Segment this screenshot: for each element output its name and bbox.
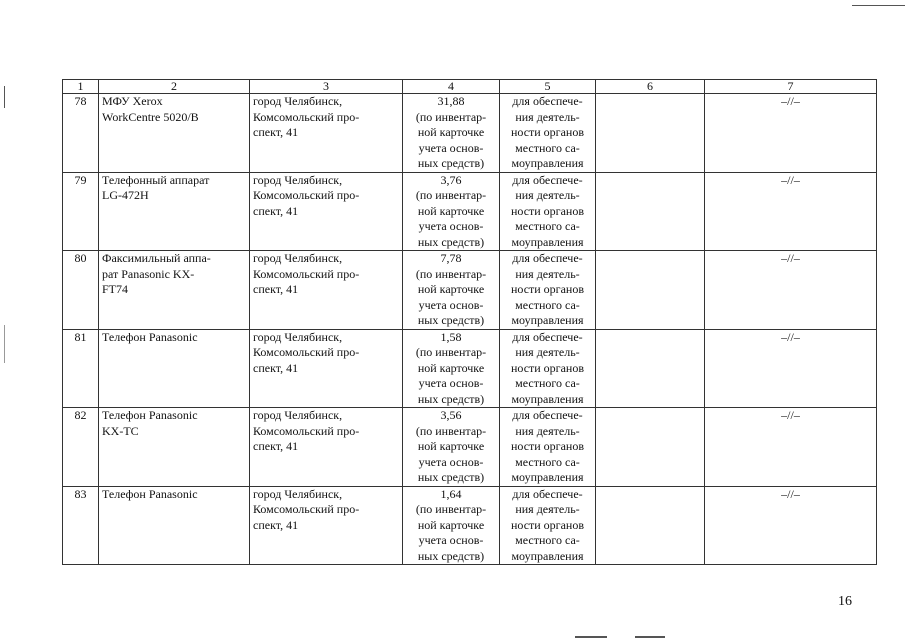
item-value-line: (по инвентар- (415, 266, 487, 281)
table-row (63, 251, 877, 330)
table-row (63, 486, 877, 565)
item-purpose (500, 251, 596, 330)
item-purpose-line: моуправления (511, 234, 584, 249)
item-purpose-line: моуправления (511, 548, 584, 563)
item-value-line: ной карточке (417, 360, 485, 375)
item-value-line: ных средств) (417, 548, 485, 563)
item-value-line: (по инвентар- (415, 502, 487, 516)
table-row (63, 329, 877, 408)
item-name-line: Телефон Panasonic (102, 486, 198, 501)
item-name (99, 408, 250, 487)
item-value-line: 1,64 (440, 486, 462, 501)
row-number: 83 (63, 486, 99, 565)
item-name-line: Телефон Panasonic (102, 329, 198, 344)
item-column-6 (596, 94, 705, 173)
item-note: –//– (705, 408, 877, 487)
item-note: –//– (705, 172, 877, 251)
item-address-line: Комсомольский про- (253, 423, 360, 438)
item-purpose-line: местного са- (515, 297, 580, 312)
table-row (63, 408, 877, 487)
item-address-line: Комсомольский про- (253, 266, 360, 281)
item-note: –//– (705, 94, 877, 173)
item-address-line: Комсомольский про- (253, 109, 360, 124)
item-note: –//– (705, 251, 877, 330)
scan-artifact-left-edge (4, 86, 5, 108)
header-row (63, 80, 877, 94)
item-name (99, 329, 250, 408)
item-column-6 (596, 408, 705, 487)
item-purpose-line: для обеспече- (512, 251, 583, 265)
table-row (63, 94, 877, 173)
item-name-line: FT74 (102, 282, 129, 296)
item-address (250, 172, 403, 251)
item-value-line: учета основ- (418, 297, 484, 312)
item-purpose-line: ния деятель- (515, 266, 580, 281)
item-address-line: город Челябинск, (253, 172, 343, 187)
item-purpose-line: ности органов (510, 439, 585, 453)
item-value (403, 486, 500, 565)
item-purpose-line: ности органов (510, 360, 585, 375)
row-number: 78 (63, 94, 99, 173)
item-value-line: ных средств) (417, 156, 485, 170)
item-address-line: город Челябинск, (253, 329, 343, 344)
item-value-line: 7,78 (440, 251, 462, 265)
item-name-line: МФУ Xerox (102, 94, 163, 108)
item-purpose-line: ния деятель- (515, 502, 580, 516)
inventory-table (62, 79, 877, 565)
item-note: –//– (705, 486, 877, 565)
item-value-line: 31,88 (437, 94, 465, 108)
item-address-line: спект, 41 (253, 203, 299, 218)
scan-artifact-left-edge-lower (4, 325, 5, 363)
item-name-line: рат Panasonic KX- (102, 266, 195, 281)
item-address (250, 408, 403, 487)
item-purpose (500, 486, 596, 565)
item-value-line: ной карточке (417, 125, 485, 139)
scan-artifact-bottom-2 (635, 636, 665, 638)
row-number: 80 (63, 251, 99, 330)
item-value (403, 172, 500, 251)
item-address-line: город Челябинск, (253, 486, 343, 501)
item-name (99, 251, 250, 330)
item-value-line: 3,56 (440, 408, 462, 422)
item-address-line: Комсомольский про- (253, 188, 360, 202)
item-purpose-line: местного са- (515, 376, 580, 390)
item-purpose-line: ности органов (510, 125, 585, 139)
item-purpose-line: ности органов (510, 517, 585, 532)
item-value-line: учета основ- (418, 219, 484, 233)
item-value-line: ной карточке (417, 203, 485, 218)
header-cell-5: 5 (500, 80, 596, 94)
item-purpose (500, 94, 596, 173)
header-cell-2: 2 (99, 80, 250, 94)
item-purpose-line: местного са- (515, 140, 580, 155)
item-address (250, 486, 403, 565)
item-address-line: Комсомольский про- (253, 345, 360, 359)
item-address-line: спект, 41 (253, 360, 299, 375)
item-purpose (500, 329, 596, 408)
item-value (403, 408, 500, 487)
item-column-6 (596, 172, 705, 251)
item-value-line: 3,76 (440, 172, 462, 187)
item-value (403, 251, 500, 330)
item-value-line: (по инвентар- (415, 188, 487, 202)
item-address-line: спект, 41 (253, 282, 299, 296)
item-value-line: (по инвентар- (415, 423, 487, 438)
item-purpose-line: для обеспече- (512, 408, 583, 422)
item-column-6 (596, 329, 705, 408)
item-name (99, 486, 250, 565)
header-cell-7: 7 (705, 80, 877, 94)
item-name-line: Факсимильный аппа- (102, 251, 211, 265)
item-purpose-line: моуправления (511, 470, 584, 484)
row-number: 82 (63, 408, 99, 487)
item-purpose-line: для обеспече- (512, 172, 583, 187)
item-purpose-line: ния деятель- (515, 188, 580, 202)
item-value-line: (по инвентар- (415, 109, 487, 124)
item-column-6 (596, 251, 705, 330)
item-column-6 (596, 486, 705, 565)
table-body (63, 94, 877, 565)
item-purpose-line: ния деятель- (515, 423, 580, 438)
item-name-line: WorkCentre 5020/B (102, 109, 199, 124)
item-purpose-line: местного са- (515, 219, 580, 233)
item-address-line: город Челябинск, (253, 408, 343, 422)
item-name-line: Телефонный аппарат (102, 172, 210, 187)
item-name-line: KX-TC (102, 423, 139, 438)
item-purpose-line: ности органов (510, 203, 585, 218)
item-name (99, 94, 250, 173)
item-value-line: 1,58 (440, 329, 462, 344)
item-value-line: учета основ- (418, 454, 484, 469)
item-purpose (500, 408, 596, 487)
item-purpose-line: для обеспече- (512, 329, 583, 344)
row-number: 81 (63, 329, 99, 408)
page-number: 16 (838, 594, 852, 609)
item-address (250, 329, 403, 408)
item-address-line: город Челябинск, (253, 251, 343, 265)
item-value-line: ной карточке (417, 517, 485, 532)
item-purpose-line: для обеспече- (512, 486, 583, 501)
header-cell-4: 4 (403, 80, 500, 94)
row-number: 79 (63, 172, 99, 251)
item-purpose-line: местного са- (515, 454, 580, 469)
table-row (63, 172, 877, 251)
header-cell-1: 1 (63, 80, 99, 94)
scan-artifact-top-right (852, 5, 905, 6)
item-purpose (500, 172, 596, 251)
item-purpose-line: ния деятель- (515, 109, 580, 124)
item-address (250, 94, 403, 173)
item-value-line: учета основ- (418, 533, 484, 547)
item-value-line: ной карточке (417, 439, 485, 453)
item-value-line: ных средств) (417, 313, 485, 327)
item-name-line: Телефон Panasonic (102, 408, 198, 422)
item-purpose-line: местного са- (515, 533, 580, 547)
item-value-line: (по инвентар- (415, 345, 487, 359)
header-cell-3: 3 (250, 80, 403, 94)
item-address-line: спект, 41 (253, 439, 299, 453)
item-value-line: ных средств) (417, 391, 485, 406)
item-note: –//– (705, 329, 877, 408)
table-header (63, 80, 877, 94)
item-purpose-line: для обеспече- (512, 94, 583, 108)
item-value-line: ной карточке (417, 282, 485, 296)
item-value-line: ных средств) (417, 234, 485, 249)
item-purpose-line: моуправления (511, 313, 584, 327)
item-purpose-line: ности органов (510, 282, 585, 296)
item-value-line: учета основ- (418, 376, 484, 390)
item-name (99, 172, 250, 251)
item-value (403, 94, 500, 173)
header-cell-6: 6 (596, 80, 705, 94)
item-value (403, 329, 500, 408)
item-address-line: спект, 41 (253, 517, 299, 532)
item-address-line: город Челябинск, (253, 94, 343, 108)
item-purpose-line: ния деятель- (515, 345, 580, 359)
item-address (250, 251, 403, 330)
scan-artifact-bottom-1 (575, 636, 607, 638)
item-value-line: ных средств) (417, 470, 485, 484)
item-value-line: учета основ- (418, 140, 484, 155)
item-address-line: Комсомольский про- (253, 502, 360, 516)
item-name-line: LG-472H (102, 188, 149, 202)
item-address-line: спект, 41 (253, 125, 299, 139)
item-purpose-line: моуправления (511, 156, 584, 170)
item-purpose-line: моуправления (511, 391, 584, 406)
